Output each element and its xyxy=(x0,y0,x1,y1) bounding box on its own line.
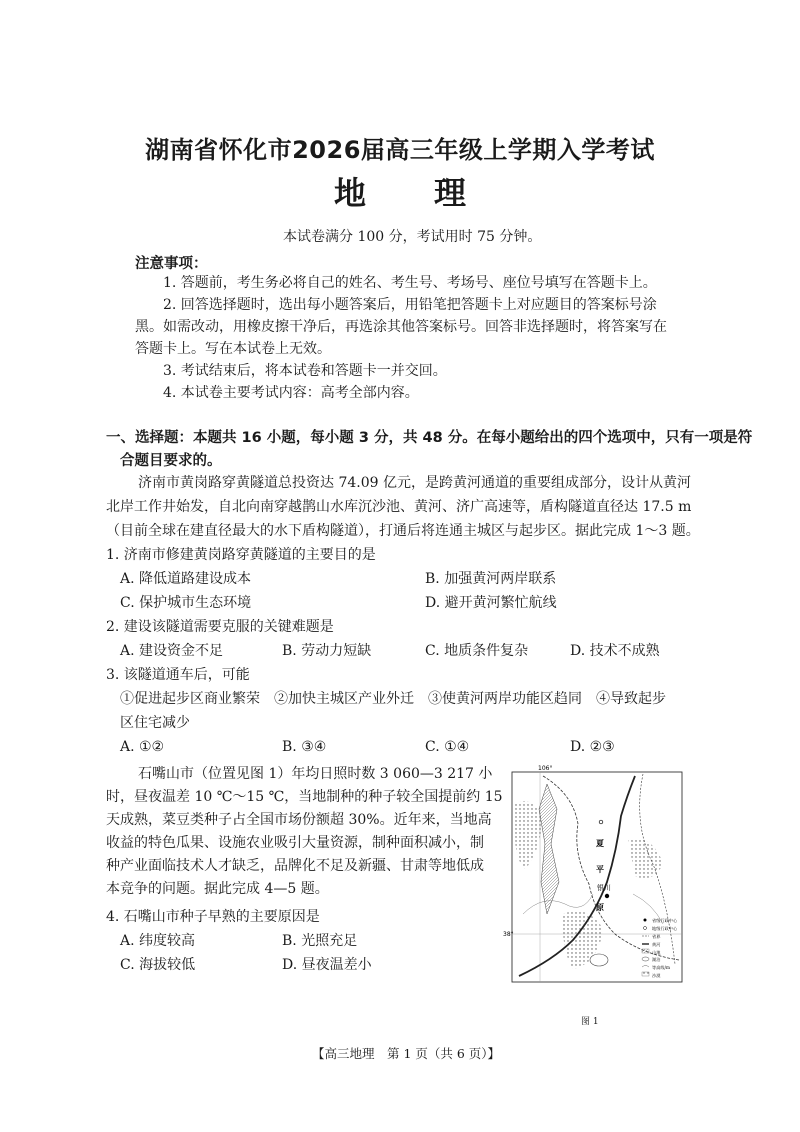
note-line: 答题卡上。写在本试卷上无效。 xyxy=(135,341,331,357)
subject-char: 理 xyxy=(434,174,467,212)
note-line: 4. 本试卷主要考试内容：高考全部内容。 xyxy=(163,385,419,401)
legend-label: 地级行政中心 xyxy=(652,926,678,931)
legend-symbol xyxy=(642,972,649,976)
exam-info: 本试卷满分 100 分，考试用时 75 分钟。 xyxy=(283,229,542,245)
legend-label: 省界 xyxy=(652,934,661,939)
legend-symbol xyxy=(642,957,649,961)
passage-line: 济南市黄岗路穿黄隧道总投资达 74.09 亿元，是跨黄河通道的重要组成部分，设计从黄河 xyxy=(138,475,691,491)
section-heading: 一、选择题：本题共 16 小题，每小题 3 分，共 48 分。在每小题给出的四个选项中，只有一项是符 xyxy=(106,430,753,446)
figure-1-map xyxy=(503,764,690,1000)
section-heading-cont: 合题目要求的。 xyxy=(120,453,222,469)
option-c: C. 保护城市生态环境 xyxy=(120,595,252,611)
legend-label: 省级行政中心 xyxy=(652,918,678,923)
map-region-label: 夏 xyxy=(596,838,604,848)
subject-title xyxy=(0,168,800,214)
question-3-stem: 3. 该隧道通车后，可能 xyxy=(106,667,250,683)
legend-symbol xyxy=(644,919,647,922)
option-a: A. 纬度较高 xyxy=(120,933,196,949)
passage-line: 本竞争的问题。据此完成 4—5 题。 xyxy=(106,881,329,897)
question-1-stem: 1. 济南市修建黄岗路穿黄隧道的主要目的是 xyxy=(106,547,376,563)
question-4-stem: 4. 石嘴山市种子早熟的主要原因是 xyxy=(106,909,320,925)
map-lat-label: 38° xyxy=(503,931,514,938)
subject-char: 地 xyxy=(333,174,366,212)
page-footer: 【高三地理 第 1 页（共 6 页）】 xyxy=(312,1046,501,1061)
legend-symbol xyxy=(644,927,647,930)
option-a: A. 建设资金不足 xyxy=(120,643,224,659)
map-city-marker xyxy=(605,894,609,898)
map-city-marker xyxy=(599,820,603,824)
figure-caption: 图 1 xyxy=(581,1017,599,1027)
question-3-statements-cont: 区住宅减少 xyxy=(120,715,190,731)
passage-line: （目前全球在建直径最大的水下盾构隧道），打通后将连通主城区与起步区。据此完成 1～3 题。 xyxy=(106,523,700,539)
passage-line: 种产业面临技术人才缺乏，品牌化不足及新疆、甘肃等地低成 xyxy=(106,858,484,874)
option-d: D. 昼夜温差小 xyxy=(282,957,372,973)
passage-line: 收益的特色瓜果、设施农业吸引大量资源，制种面积减小，制 xyxy=(106,835,484,851)
question-3-statements: ①促进起步区商业繁荣 ②加快主城区产业外迁 ③使黄河两岸功能区趋同 ④导致起步 xyxy=(120,691,666,707)
question-2-stem: 2. 建设该隧道需要克服的关键难题是 xyxy=(106,619,334,635)
note-line: 3. 考试结束后，将本试卷和答题卡一并交回。 xyxy=(163,363,447,379)
note-line: 1. 答题前，考生务必将自己的姓名、考生号、考场号、座位号填写在答题卡上。 xyxy=(163,275,657,291)
map-city-label: 银川 xyxy=(597,884,611,892)
legend-label: 山地 xyxy=(652,950,661,955)
passage-line: 天成熟，菜豆类种子占全国市场份额超 30%。近年来，当地高 xyxy=(106,812,492,828)
option-a: A. ①② xyxy=(120,739,165,755)
notes-heading: 注意事项： xyxy=(135,256,208,272)
passage-line: 石嘴山市（位置见图 1）年均日照时数 3 060—3 217 小 xyxy=(138,766,493,782)
passage-line: 北岸工作井始发，自北向南穿越鹊山水库沉沙池、黄河、济广高速等，盾构隧道直径达 17.5 m xyxy=(106,499,692,515)
option-d: D. ②③ xyxy=(570,739,615,755)
map-region-label: 原 xyxy=(596,902,604,912)
option-c: C. 地质条件复杂 xyxy=(425,643,529,659)
option-d: D. 技术不成熟 xyxy=(570,643,660,659)
note-line: 2. 回答选择题时，选出每小题答案后，用铅笔把答题卡上对应题目的答案标号涂 xyxy=(163,297,657,313)
note-line: 黑。如需改动，用橡皮擦干净后，再选涂其他答案标号。回答非选择题时，将答案写在 xyxy=(135,319,667,335)
legend-label: 沙漠 xyxy=(652,973,661,978)
map-region-label: 平 xyxy=(596,864,604,874)
option-c: C. ①④ xyxy=(425,739,470,755)
map-lake xyxy=(590,954,608,966)
option-b: B. 加强黄河两岸联系 xyxy=(425,571,557,587)
legend-symbol xyxy=(642,949,649,953)
option-c: C. 海拔较低 xyxy=(120,957,196,973)
legend-label: 等高线/m xyxy=(652,965,670,970)
option-b: B. 劳动力短缺 xyxy=(282,643,372,659)
option-b: B. 光照充足 xyxy=(282,933,358,949)
option-a: A. 降低道路建设成本 xyxy=(120,571,252,587)
legend-label: 湖泊 xyxy=(652,957,661,962)
legend-label: 黄河 xyxy=(652,942,661,947)
map-lon-label: 106° xyxy=(538,765,553,772)
option-d: D. 避开黄河繁忙航线 xyxy=(425,595,557,611)
exam-title: 湖南省怀化市2026届高三年级上学期入学考试 xyxy=(145,136,655,164)
passage-line: 时，昼夜温差 10 ℃～15 ℃，当地制种的种子较全国提前约 15 xyxy=(106,789,503,805)
option-b: B. ③④ xyxy=(282,739,327,755)
